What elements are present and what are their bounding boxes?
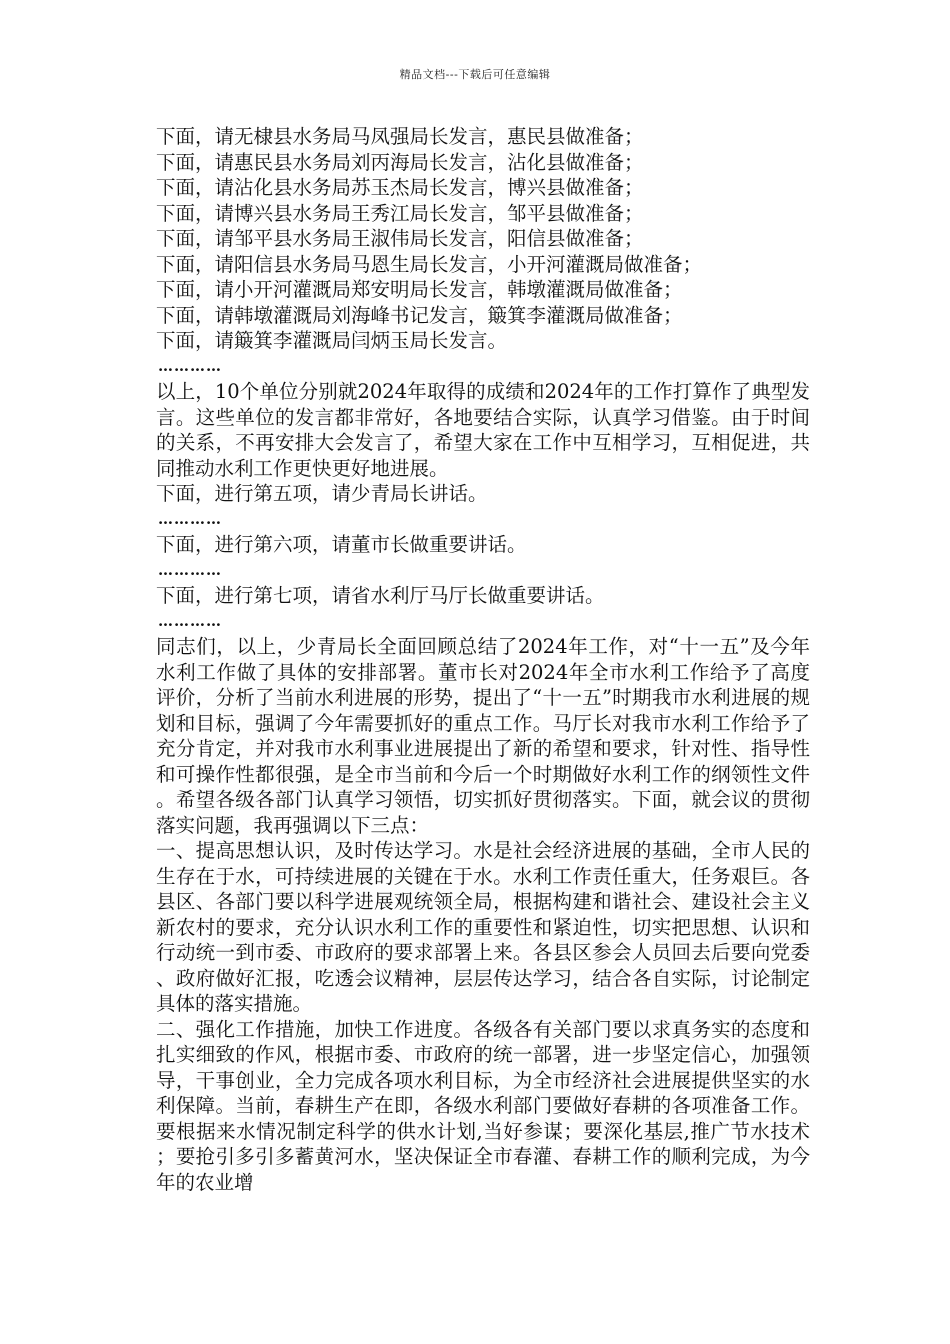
agenda-item-5: 下面，进行第五项，请少青局长讲话。 (156, 482, 488, 505)
speaker-line: 下面，请韩墩灌溉局刘海峰书记发言，簸箕李灌溉局做准备； (156, 303, 683, 327)
speaker-line: 下面，请沾化县水务局苏玉杰局长发言，博兴县做准备； (156, 176, 644, 199)
ellipsis-separator: ………… (158, 356, 222, 375)
speaker-line: 下面，请博兴县水务局王秀江局长发言，邹平县做准备； (156, 201, 644, 225)
speaker-line: 下面，请邹平县水务局王淑伟局长发言，阳信县做准备； (156, 227, 644, 250)
speaker-line: 下面，请簸箕李灌溉局闫炳玉局长发言。 (156, 329, 508, 352)
point-2-paragraph: 二、强化工作措施，加快工作进度。各级各有关部门要以求真务实的态度和扎实细致的作风，根据市委、市政府的统一部署，进一步坚定信心，加强领导，干事创业，全力完成各项水利目标，为全市经济社会进展提供坚实的水利保障。当前，春耕生产在即，各级水利部门要做好春耕的各项准备工作。要根据来水情况制定科学的供水计划,当好参谋；要深化基层,推广节水技术；要抢引多引多蓄黄河水，坚决保证全市春灌、春耕工作的顺利完成，为今年的农业增 (156, 1017, 810, 1194)
summary-paragraph: 以上，10个单位分别就2024年取得的成绩和2024年的工作打算作了典型发言。这些单位的发言都非常好，各地要结合实际，认真学习借鉴。由于时间的关系，不再安排大会发言了，希望大家在工作中互相学习，互相促进，共同推动水利工作更快更好地进展。 (156, 380, 810, 480)
closing-paragraph: 同志们，以上，少青局长全面回顾总结了2024年工作，对“十一五”及今年水利工作做了具体的安排部署。董市长对2024年全市水利工作给予了高度评价，分析了当前水利进展的形势，提出了“十一五”时期我市水利进展的规划和目标，强调了今年需要抓好的重点工作。马厅长对我市水利工作给予了充分肯定，并对我市水利事业进展提出了新的希望和要求，针对性、指导性和可操作性都很强，是全市当前和今后一个时期做好水利工作的纲领性文件。希望各级各部门认真学习领悟，切实抓好贯彻落实。下面，就会议的贯彻落实问题，我再强调以下三点： (156, 635, 810, 837)
agenda-item-6: 下面，进行第六项，请董市长做重要讲话。 (156, 533, 527, 556)
point-1-paragraph: 一、提高思想认识，及时传达学习。水是社会经济进展的基础，全市人民的生存在于水，可持续进展的关键在于水。水利工作责任重大，任务艰巨。各县区、各部门要以科学进展观统领全局，根据构建和谐社会、建设社会主义新农村的要求，充分认识水利工作的重要性和紧迫性，切实把思想、认识和行动统一到市委、市政府的要求部署上来。各县区参会人员回去后要向党委、政府做好汇报，吃透会议精神，层层传达学习，结合各自实际，讨论制定具体的落实措施。 (156, 839, 810, 1015)
ellipsis-separator: ………… (158, 611, 222, 630)
ellipsis-separator: ………… (158, 509, 222, 528)
ellipsis-separator: ………… (158, 560, 222, 579)
agenda-item-7: 下面，进行第七项，请省水利厅马厅长做重要讲话。 (156, 584, 605, 607)
page-header: 精品文档---下载后可任意编辑 (399, 68, 551, 81)
document-body (146, 124, 810, 1195)
speaker-line: 下面，请阳信县水务局马恩生局长发言，小开河灌溉局做准备； (156, 252, 703, 276)
speaker-line: 下面，请惠民县水务局刘丙海局长发言，沾化县做准备； (156, 150, 644, 174)
speaker-line: 下面，请无棣县水务局马凤强局长发言，惠民县做准备； (156, 125, 644, 148)
speaker-line: 下面，请小开河灌溉局郑安明局长发言，韩墩灌溉局做准备； (156, 278, 683, 301)
